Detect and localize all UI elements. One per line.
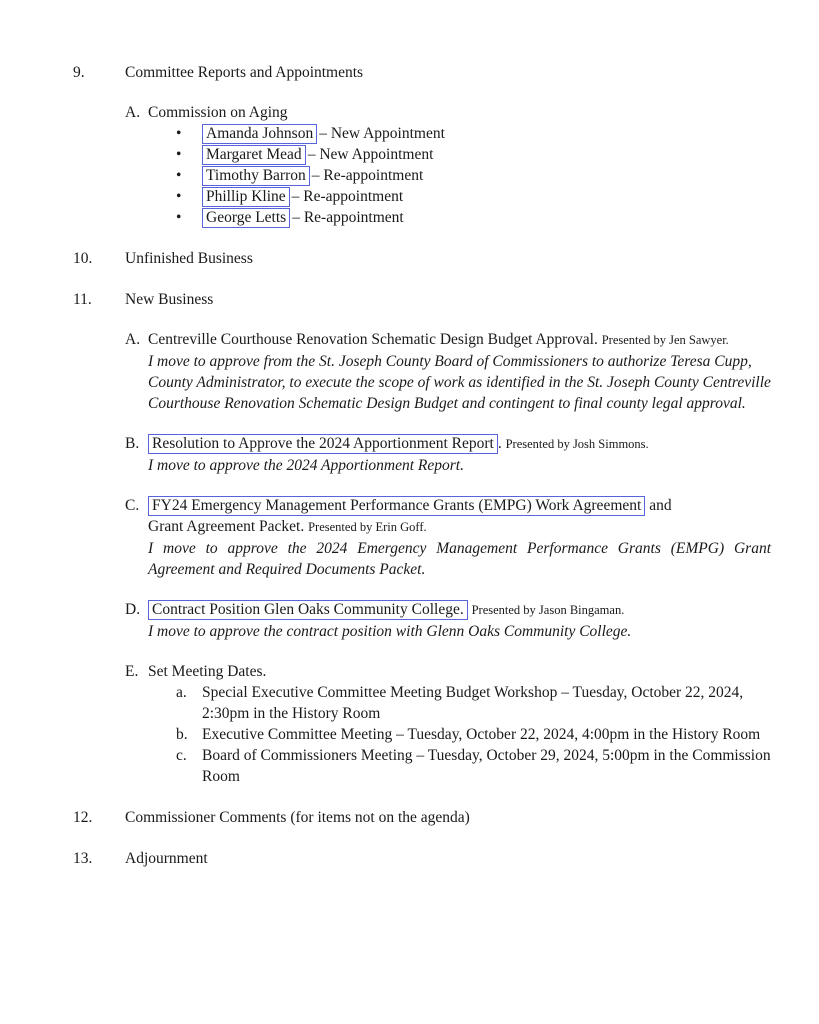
bullet-marker: •: [176, 209, 182, 226]
item-12-content: [125, 807, 771, 828]
bullet-marker: •: [176, 125, 182, 142]
appointee-row: [148, 186, 771, 207]
section-11c-title-line2: Grant Agreement Packet.: [148, 518, 305, 535]
section-9a-label: A.: [125, 104, 141, 121]
appointee-row: [148, 144, 771, 165]
section-11a-title: Centreville Courthouse Renovation Schematic Design Budget Approval.: [148, 331, 598, 348]
date-b-text: Executive Committee Meeting – Tuesday, October 22, 2024, 4:00pm in the History Room: [202, 726, 761, 743]
appointee-entry: [202, 144, 771, 165]
section-11b-presented-by: Presented by Josh Simmons.: [505, 437, 649, 451]
section-9a-title: Commission on Aging: [148, 104, 288, 121]
section-apportionment-report: [125, 433, 771, 476]
agenda-item-11: [73, 289, 771, 787]
section-empg-work-agreement: [125, 495, 771, 580]
section-11d-motion: I move to approve the contract position with Glenn Oaks Community College.: [148, 623, 632, 640]
section-11a-content: [148, 329, 771, 414]
item-10-title: Unfinished Business: [125, 250, 253, 267]
appointee-row: [148, 207, 771, 228]
section-11b-heading: [148, 433, 771, 455]
item-11-number: 11.: [73, 291, 92, 308]
item-11-title: New Business: [125, 291, 214, 308]
agenda-item-12: [73, 807, 771, 828]
item-11-content: [125, 289, 771, 787]
item-10-number: 10.: [73, 250, 93, 267]
link-george-letts[interactable]: George Letts: [202, 208, 290, 228]
section-11e-content: [148, 661, 771, 787]
section-glen-oaks-contract: [125, 599, 771, 642]
link-phillip-kline[interactable]: Phillip Kline: [202, 187, 290, 207]
appointee-status: – New Appointment: [307, 146, 434, 163]
date-a-marker: a.: [176, 684, 187, 701]
link-apportionment-report[interactable]: Resolution to Approve the 2024 Apportionment Report: [148, 434, 498, 454]
appointee-entry: [202, 123, 771, 144]
section-11c-after-link: and: [649, 497, 672, 514]
item-10-content: [125, 248, 771, 269]
section-11c-content: [148, 495, 771, 580]
item-12-number: 12.: [73, 809, 93, 826]
agenda-item-13: [73, 848, 771, 869]
section-11d-label: D.: [125, 601, 141, 618]
link-glen-oaks-contract[interactable]: Contract Position Glen Oaks Community College.: [148, 600, 468, 620]
date-c-text: Board of Commissioners Meeting – Tuesday, October 29, 2024, 5:00pm in the Commission Room: [202, 747, 771, 785]
date-b-marker: b.: [176, 726, 188, 743]
bullet-marker: •: [176, 146, 182, 163]
section-11c-presented-by: Presented by Erin Goff.: [308, 520, 427, 534]
section-commission-on-aging: [125, 102, 771, 228]
meeting-date-row: [148, 682, 771, 724]
section-centreville-courthouse: [125, 329, 771, 414]
item-9-title: Committee Reports and Appointments: [125, 64, 364, 81]
section-11c-label: C.: [125, 497, 140, 514]
meeting-date-row: [148, 724, 771, 745]
item-9-number: 9.: [73, 64, 85, 81]
appointee-status: – New Appointment: [319, 125, 445, 142]
appointee-entry: [202, 207, 771, 228]
section-11a-motion: I move to approve from the St. Joseph County Board of Commissioners to authorize Teresa Cupp, County Administrator, to execute the scope of work as identified in the St. Joseph County Centreville Courthouse Renovation Schematic Design Budget and contingent to final county legal approval.: [148, 353, 771, 412]
appointee-status: – Re-appointment: [292, 209, 404, 226]
section-11b-content: [148, 433, 771, 476]
appointee-status: – Re-appointment: [311, 167, 424, 184]
section-11a-presented-by: Presented by Jen Sawyer.: [601, 333, 729, 347]
appointee-row: [148, 123, 771, 144]
bullet-marker: •: [176, 188, 182, 205]
link-timothy-barron[interactable]: Timothy Barron: [202, 166, 310, 186]
section-set-meeting-dates: [125, 661, 771, 787]
bullet-marker: •: [176, 167, 182, 184]
section-9a-content: [148, 102, 771, 228]
section-11d-heading: [148, 599, 771, 621]
section-11a-label: A.: [125, 331, 141, 348]
agenda-item-9: [73, 62, 771, 228]
item-9-content: [125, 62, 771, 228]
link-empg-work-agreement[interactable]: FY24 Emergency Management Performance Grants (EMPG) Work Agreement: [148, 496, 645, 516]
date-c-marker: c.: [176, 747, 187, 764]
item-13-title: Adjournment: [125, 850, 208, 867]
date-a-text: Special Executive Committee Meeting Budget Workshop – Tuesday, October 22, 2024, 2:30pm in the History Room: [202, 684, 744, 722]
appointee-row: [148, 165, 771, 186]
agenda-item-10: [73, 248, 771, 269]
section-11d-presented-by: Presented by Jason Bingaman.: [471, 603, 625, 617]
section-11d-content: [148, 599, 771, 642]
section-11b-label: B.: [125, 435, 140, 452]
item-13-number: 13.: [73, 850, 93, 867]
meeting-date-row: [148, 745, 771, 787]
appointee-status: – Re-appointment: [291, 188, 404, 205]
section-11c-heading: [148, 495, 771, 538]
item-13-content: [125, 848, 771, 869]
appointee-entry: [202, 165, 771, 186]
appointee-entry: [202, 186, 771, 207]
section-11c-motion: I move to approve the 2024 Emergency Management Performance Grants (EMPG) Grant Agreement and Required Documents Packet.: [148, 540, 771, 578]
item-12-title: Commissioner Comments (for items not on the agenda): [125, 809, 470, 826]
section-11a-heading: [148, 329, 771, 351]
link-amanda-johnson[interactable]: Amanda Johnson: [202, 124, 317, 144]
section-11e-label: E.: [125, 663, 139, 680]
link-margaret-mead[interactable]: Margaret Mead: [202, 145, 306, 165]
section-11b-after-link: .: [497, 435, 502, 452]
section-11b-motion: I move to approve the 2024 Apportionment Report.: [148, 457, 464, 474]
section-11e-title: Set Meeting Dates.: [148, 663, 267, 680]
